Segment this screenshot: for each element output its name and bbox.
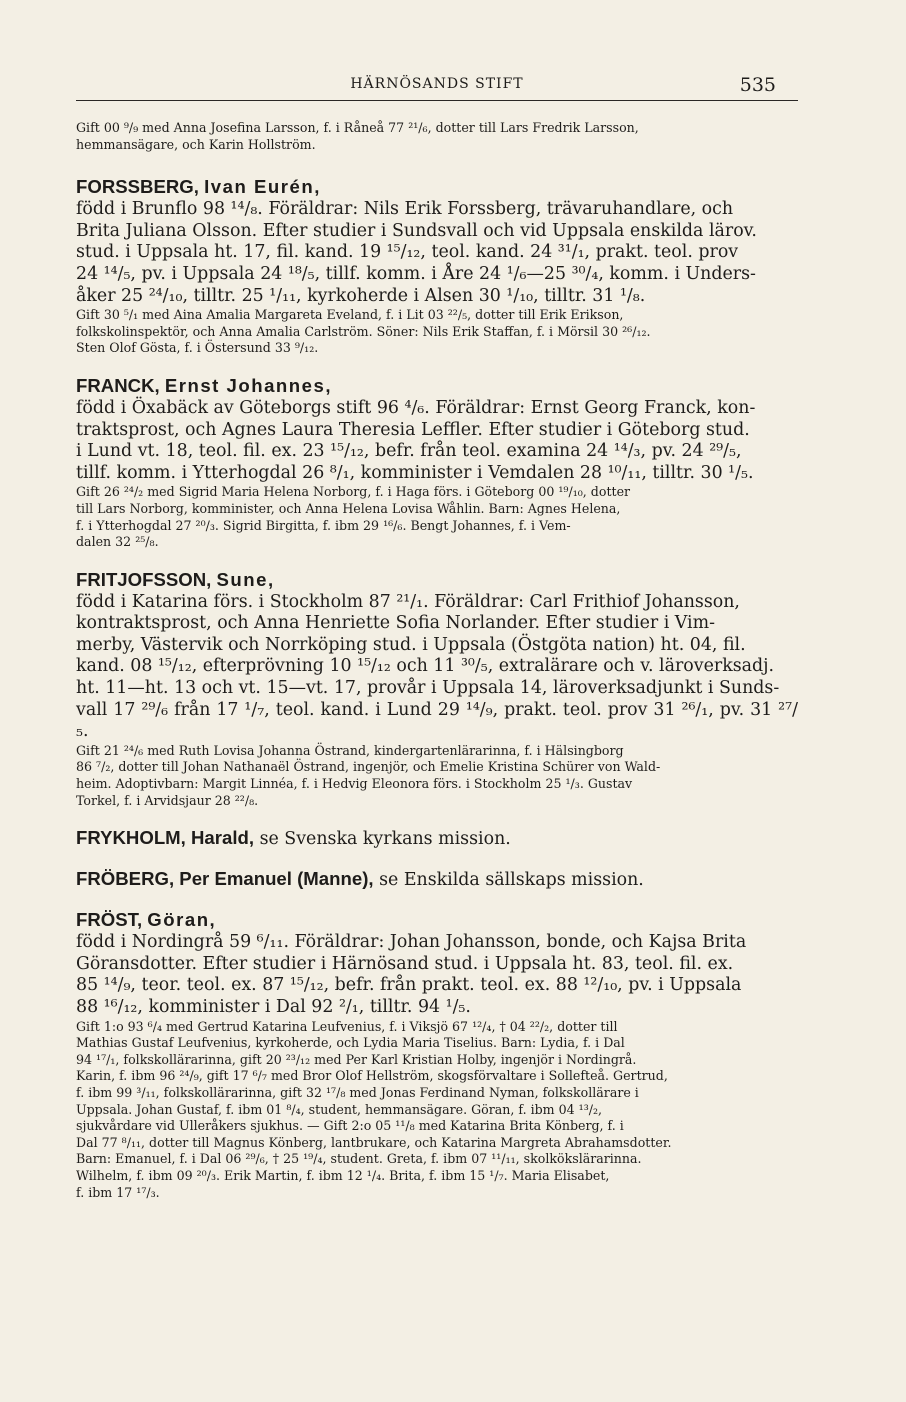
entry-body: född i Nordingrå 59 ⁶/₁₁. Föräldrar: Johan Johansson, bonde, och Kajsa Brita Göransdotter. Efter studier i Härnösand stud. i Uppsala ht. 83, teol. fil. ex. 85 ¹⁴/₉, teor. teol. ex. 87 ¹⁵/₁₂, befr. från prakt. teol. ex. 88 ¹²/₁₀, pv. i Uppsala 88 ¹⁶/₁₂, komminister i Dal 92 ²/₁, tilltr. 94 ¹/₅. [76,932,747,1017]
surname: FRANCK, [76,374,160,396]
biography-entry-frost [76,908,798,1201]
biography-entry-forssberg [76,175,798,357]
entry-family: Gift 21 ²⁴/₆ med Ruth Lovisa Johanna Östrand, kindergartenlärarinna, f. i Hälsingborg 86 ⁷/₂, dotter till Johan Nathanaël Östrand, ingenjör, och Emelie Kristina Schürer von Wald- heim. Adoptivbarn: Margit Linnéa, f. i Hedvig Eleonora förs. i Stockholm 25 ¹/₃. Gustav Torkel, f. i Arvidsjaur 28 ²²/₈. [76,742,661,808]
xref-text: se Enskilda sällskaps mission. [379,870,644,891]
entry-name [76,568,798,592]
given-names: Sune, [216,568,275,590]
cross-reference-frykholm [76,826,798,851]
entry-family: Gift 30 ⁵/₁ med Aina Amalia Margareta Eveland, f. i Lit 03 ²²/₅, dotter till Erik Erikson, folkskolinspektör, och Anna Amalia Carlström. Söner: Nils Erik Staffan, f. i Mörsil 30 ²⁶/₁₂. Sten Olof Gösta, f. i Östersund 33 ⁹/₁₂. [76,307,651,356]
entry-family: Gift 1:o 93 ⁶/₄ med Gertrud Katarina Leufvenius, f. i Viksjö 67 ¹²/₄, † 04 ²²/₂, dotter till Mathias Gustaf Leufvenius, kyrkoherde, och Lydia Maria Tiselius. Barn: Lydia, f. i Dal 94 ¹⁷/₁, folkskollärarinna, gift 20 ²³/₁₂ med Per Karl Kristian Holby, ingenjör i Nordingrå. Karin, f. ibm 96 ²⁴/₉, gift 17 ⁶/₇ med Bror Olof Hellström, skogsförvaltare i Sollefteå. Gertrud, f. ibm 99 ³/₁₁, folkskollärarinna, gift 32 ¹⁷/₈ med Jonas Ferdinand Nyman, folkskollärare i Uppsala. Johan Gustaf, f. ibm 01 ⁸/₄, student, hemmansägare. Göran, f. ibm 04 ¹³/₂, sjukvårdare vid Ulleråkers sjukhus. — Gift 2:o 05 ¹¹/₈ med Katarina Brita Könberg, f. i Dal 77 ⁸/₁₁, dotter till Magnus Könberg, lantbrukare, och Katarina Margreta Abrahamsdotter. Barn: Emanuel, f. i Dal 06 ²⁹/₆, † 25 ¹⁹/₄, student. Greta, f. ibm 07 ¹¹/₁₁, skolkökslärarinna. Wilhelm, f. ibm 09 ²⁰/₃. Erik Martin, f. ibm 12 ¹/₄. Brita, f. ibm 15 ¹/₇. Maria Elisabet, f. ibm 17 ¹⁷/₃. [76,1018,672,1200]
entry-body: född i Katarina förs. i Stockholm 87 ²¹/₁. Föräldrar: Carl Frithiof Johansson, kontraktsprost, och Anna Henriette Sofia Norlander. Efter studier i Vim- merby, Västervik och Norrköping stud. i Uppsala (Östgöta nation) ht. 04, fil. kand. 08 ¹⁵/₁₂, efterprövning 10 ¹⁵/₁₂ och 11 ³⁰/₅, extralärare och v. läroverksadj. ht. 11—ht. 13 och vt. 15—vt. 17, provår i Uppsala 14, läroverksadjunkt i Sunds- vall 17 ²⁹/₆ från 17 ¹/₇, teol. kand. i Lund 29 ¹⁴/₉, prakt. teol. prov 31 ²⁶/₁, pv. 31 ²⁷/₅. [76,591,798,742]
given-names: Göran, [147,909,217,931]
entry-family: Gift 26 ²⁴/₂ med Sigrid Maria Helena Norborg, f. i Haga förs. i Göteborg 00 ¹⁹/₁₀, dotter till Lars Norborg, komminister, och Anna Helena Lovisa Wåhlin. Barn: Agnes Helena, f. i Ytterhogdal 27 ²⁰/₃. Sigrid Birgitta, f. ibm 29 ¹⁶/₆. Bengt Johannes, f. i Vem- dalen 32 ²⁵/₈. [76,484,631,550]
entry-body: född i Brunflo 98 ¹⁴/₈. Föräldrar: Nils Erik Forssberg, trävaruhandlare, och Brita Juliana Olsson. Efter studier i Sundsvall och vid Uppsala enskilda lärov. stud. i Uppsala ht. 17, fil. kand. 19 ¹⁵/₁₂, teol. kand. 24 ³¹/₁, prakt. teol. prov 24 ¹⁴/₅, pv. i Uppsala 24 ¹⁸/₅, tillf. komm. i Åre 24 ¹/₆—25 ³⁰/₄, komm. i Unders- åker 25 ²⁴/₁₀, tilltr. 25 ¹/₁₁, kyrkoherde i Alsen 30 ¹/₁₀, tilltr. 31 ¹/₈. [76,199,757,306]
surname: FORSSBERG, [76,176,199,198]
biography-entry-fritjofsson [76,568,798,810]
header-title: HÄRNÖSANDS STIFT [350,76,524,92]
entry-name [76,374,798,398]
surname: FRITJOFSSON, [76,568,212,590]
entry-name [76,908,798,932]
given-names: Ernst Johannes, [164,374,332,396]
entry-name [76,175,798,199]
cross-reference-froberg [76,867,798,892]
surname: FRÖST, [76,909,143,931]
biography-entry-franck [76,374,798,551]
given-names: Ivan Eurén, [204,176,321,198]
page-number: 535 [739,74,776,96]
running-header [76,68,798,101]
continued-family-note: Gift 00 ⁹/₉ med Anna Josefina Larsson, f. i Råneå 77 ²¹/₆, dotter till Lars Fredrik Larsson, hemmansägare, och Karin Hollström. [76,120,639,152]
xref-text: se Svenska kyrkans mission. [259,829,511,850]
page-content [76,120,798,1218]
xref-name: FRYKHOLM, Harald, [76,827,255,849]
xref-name: FRÖBERG, Per Emanuel (Manne), [76,868,374,890]
entry-body: född i Öxabäck av Göteborgs stift 96 ⁴/₆. Föräldrar: Ernst Georg Franck, kon- traktsprost, och Agnes Laura Theresia Leffler. Efter studier i Göteborg stud. i Lund vt. 18, teol. fil. ex. 23 ¹⁵/₁₂, befr. från teol. examina 24 ¹⁴/₃, pv. 24 ²⁹/₅, tillf. komm. i Ytterhogdal 26 ⁸/₁, komminister i Vemdalen 28 ¹⁰/₁₁, tilltr. 30 ¹/₅. [76,397,756,483]
